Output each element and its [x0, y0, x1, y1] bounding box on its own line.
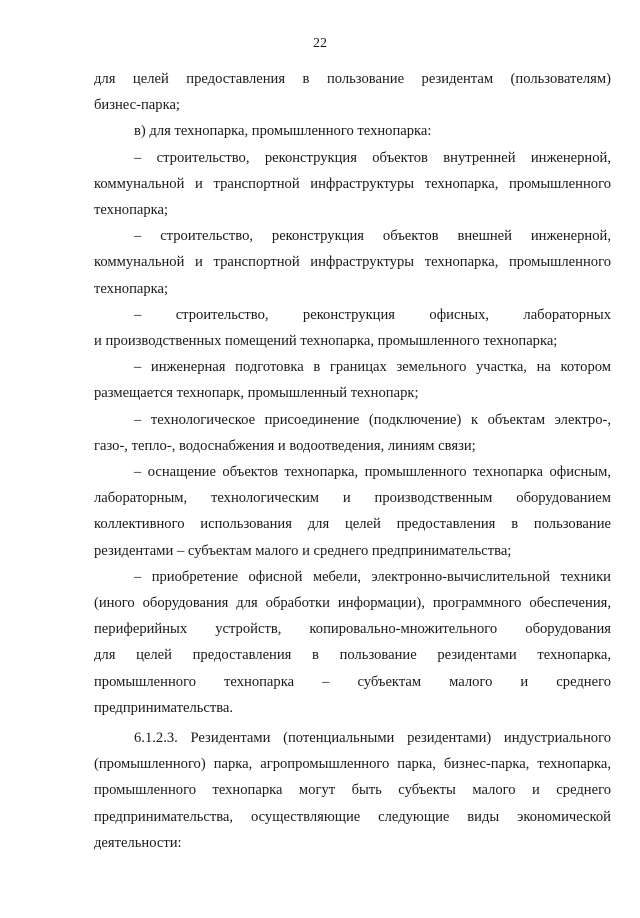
text-line: (промышленного) парка, агропромышленного парка, бизнес-парка, технопарка, [94, 756, 611, 773]
text-line: лабораторным, технологическим и производственным оборудованием [94, 490, 611, 507]
page-number: 22 [313, 36, 327, 51]
text-line: бизнес-парка; [94, 97, 180, 114]
text-line: коммунальной и транспортной инфраструктуры технопарка, промышленного [94, 254, 611, 271]
text-line: коллективного использования для целей предоставления в пользование [94, 516, 611, 533]
text-line: промышленного технопарка – субъектам малого и среднего [94, 673, 611, 690]
text-line: газо-, тепло-, водоснабжения и водоотведения, линиям связи; [94, 437, 476, 454]
text-line: коммунальной и транспортной инфраструктуры технопарка, промышленного [94, 175, 611, 192]
text-line: – строительство, реконструкция объектов внешней инженерной, [134, 228, 611, 245]
body-text [94, 66, 611, 856]
text-line: технопарка; [94, 202, 169, 219]
text-line: для целей предоставления в пользование резидентам (пользователям) [94, 71, 611, 87]
text-line: – строительство, реконструкция объектов внутренней инженерной, [134, 149, 611, 166]
text-line: – инженерная подготовка в границах земельного участка, на котором [134, 359, 611, 376]
text-line: промышленного технопарка могут быть субъекты малого и среднего [94, 782, 611, 799]
text-line: (иного оборудования для обработки информации), программного обеспечения, [94, 595, 611, 612]
text-line: 6.1.2.3. Резидентами (потенциальными резидентами) индустриального [134, 730, 611, 747]
text-line: для целей предоставления в пользование резидентами технопарка, [94, 647, 611, 664]
text-line: технопарка; [94, 280, 169, 297]
text-line: – строительство, реконструкция офисных, лабораторных [134, 306, 611, 323]
text-line: – оснащение объектов технопарка, промышленного технопарка офисным, [134, 464, 611, 481]
text-line: и производственных помещений технопарка, промышленного технопарка; [94, 333, 558, 350]
text-line: в) для технопарка, промышленного технопарка: [134, 123, 432, 140]
text-line: – приобретение офисной мебели, электронно-вычислительной техники [134, 568, 611, 585]
text-line: предпринимательства. [94, 699, 234, 716]
text-line: периферийных устройств, копировально-множительного оборудования [94, 621, 611, 638]
text-line: резидентами – субъектам малого и среднего предпринимательства; [94, 542, 512, 559]
text-line: предпринимательства, осуществляющие следующие виды экономической [94, 808, 611, 825]
text-line: – технологическое присоединение (подключение) к объектам электро-, [134, 411, 611, 428]
text-line: размещается технопарк, промышленный технопарк; [94, 385, 419, 402]
text-line: деятельности: [94, 834, 182, 851]
